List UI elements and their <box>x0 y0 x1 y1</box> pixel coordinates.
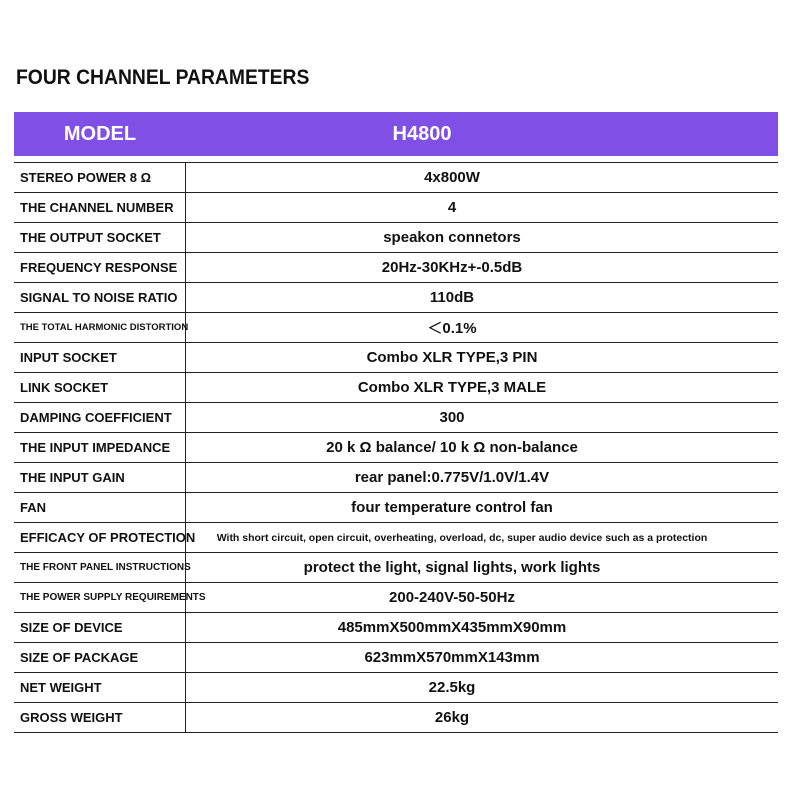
row-value: rear panel:0.775V/1.0V/1.4V <box>354 469 550 486</box>
row-value: 485mmX500mmX435mmX90mm <box>337 619 567 636</box>
row-value: 300 <box>439 409 465 426</box>
table-header <box>14 112 778 156</box>
table-row <box>14 583 778 613</box>
table-row <box>14 703 778 733</box>
row-value: 22.5kg <box>428 679 476 696</box>
row-label: GROSS WEIGHT <box>14 703 186 732</box>
table-row <box>14 373 778 403</box>
row-label: STEREO POWER 8 Ω <box>14 163 186 192</box>
row-value: 4 <box>447 199 457 216</box>
table-row <box>14 643 778 673</box>
row-label: THE CHANNEL NUMBER <box>14 193 186 222</box>
table-row <box>14 433 778 463</box>
spec-rows <box>14 162 778 733</box>
table-row <box>14 613 778 643</box>
table-row <box>14 313 778 343</box>
table-row <box>14 223 778 253</box>
row-label: INPUT SOCKET <box>14 343 186 372</box>
row-value: 20 k Ω balance/ 10 k Ω non-balance <box>326 439 578 456</box>
table-row <box>14 163 778 193</box>
row-value: With short circuit, open circuit, overheating, overload, dc, super audio device such as a protection <box>216 531 708 544</box>
row-label: FREQUENCY RESPONSE <box>14 253 186 282</box>
model-header-label: MODEL <box>63 122 137 145</box>
row-value: speakon connetors <box>383 229 521 246</box>
row-label: DAMPING COEFFICIENT <box>14 403 186 432</box>
row-label: LINK SOCKET <box>14 373 186 402</box>
row-label: THE FRONT PANEL INSTRUCTIONS <box>14 553 186 582</box>
row-value: 623mmX570mmX143mm <box>364 649 540 666</box>
table-row <box>14 283 778 313</box>
row-label: SIZE OF DEVICE <box>14 613 186 642</box>
row-value: four temperature control fan <box>351 499 553 516</box>
table-row <box>14 403 778 433</box>
table-row <box>14 193 778 223</box>
table-row <box>14 673 778 703</box>
row-label: EFFICACY OF PROTECTION <box>14 523 186 552</box>
row-label: THE POWER SUPPLY REQUIREMENTS <box>14 583 186 612</box>
table-row <box>14 253 778 283</box>
model-header-value: H4800 <box>392 122 452 145</box>
row-label: SIZE OF PACKAGE <box>14 643 186 672</box>
table-row <box>14 553 778 583</box>
row-value: 26kg <box>434 709 470 726</box>
table-row <box>14 343 778 373</box>
row-value: protect the light, signal lights, work lights <box>303 559 601 576</box>
row-label: FAN <box>14 493 186 522</box>
row-label: THE INPUT IMPEDANCE <box>14 433 186 462</box>
row-label: SIGNAL TO NOISE RATIO <box>14 283 186 312</box>
row-value: 20Hz-30KHz+-0.5dB <box>381 259 523 276</box>
table-row <box>14 523 778 553</box>
row-value: 110dB <box>429 289 475 306</box>
page-title: FOUR CHANNEL PARAMETERS <box>16 66 310 89</box>
row-value: Combo XLR TYPE,3 MALE <box>357 379 547 396</box>
row-value: Combo XLR TYPE,3 PIN <box>366 349 538 366</box>
row-label: THE INPUT GAIN <box>14 463 186 492</box>
row-label: NET WEIGHT <box>14 673 186 702</box>
table-row <box>14 493 778 523</box>
row-value: ＜0.1% <box>427 320 477 337</box>
table-row <box>14 463 778 493</box>
row-value: 4x800W <box>424 169 480 186</box>
row-value: 200-240V-50-50Hz <box>389 589 515 606</box>
spec-table <box>14 112 778 733</box>
row-label: THE OUTPUT SOCKET <box>14 223 186 252</box>
row-label: THE TOTAL HARMONIC DISTORTION <box>14 313 186 342</box>
